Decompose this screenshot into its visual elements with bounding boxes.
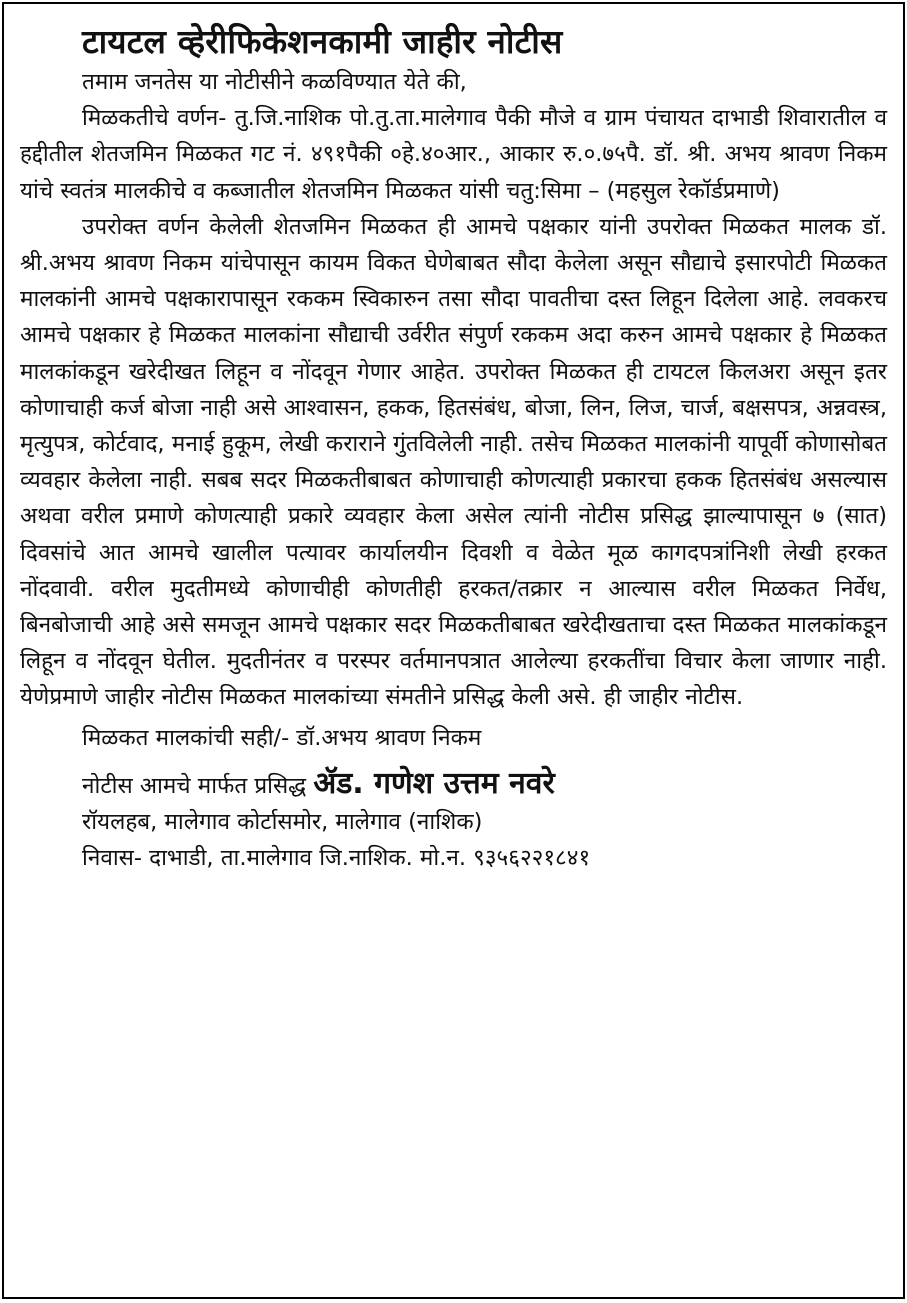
owner-signature: मिळकत मालकांची सही/- डॉ.अभय श्रावण निकम (82, 724, 482, 751)
public-notice (2, 2, 905, 1299)
residence-contact: निवास- दाभाडी, ता.मालेगाव जि.नाशिक. मो.न. ९३५६२२१८४१ (82, 845, 591, 872)
advocate-name: ॲड. गणेश उत्तम नवरे (313, 765, 555, 801)
notice-body: उपरोक्त वर्णन केलेली शेतजमिन मिळकत ही आमचे पक्षकार यांनी उपरोक्त मिळकत मालक डॉ. श्री.अभय श्रावण निकम यांचेपासून कायम विकत घेणेबाबत सौदा केलेला असून सौद्याचे इसारपोटी मिळकत मालकांनी आमचे पक्षकारापासून रककम स्विकारुन तसा सौदा पावतीचा दस्त लिहून दिलेला आहे. लवकरच आमचे पक्षकार हे मिळकत मालकांना सौद्याची उर्वरीत संपुर्ण रककम अदा करुन आमचे पक्षकार हे मिळकत मालकांकडून खरेदीखत लिहून व नोंदवून गेणार आहेत. उपरोक्त मिळकत ही टायटल किलअरा असून इतर कोणाचाही कर्ज बोजा नाही असे आश्वासन, हकक, हितसंबंध, बोजा, लिन, लिज, चार्ज, बक्षसपत्र, अन्नवस्त्र, मृत्युपत्र, कोर्टवाद, मनाई हुकूम, लेखी कराराने गुंतविलेली नाही. तसेच मिळकत मालकांनी यापूर्वी कोणासोबत व्यवहार केलेला नाही. सबब सदर मिळकतीबाबत कोणाचाही कोणत्याही प्रकारचा हकक हितसंबंध असल्यास अथवा वरील प्रमाणे कोणत्याही प्रकारे व्यवहार केला असेल त्यांनी नोटीस प्रसिद्ध झाल्यापासून ७ (सात) दिवसांचे आत आमचे खालील पत्यावर कार्यालयीन दिवशी व वेळेत मूळ कागदपत्रांनिशी लेखी हरकत नोंदवावी. वरील मुदतीमध्ये कोणाचीही कोणतीही हरकत/तक्रार न आल्यास वरील मिळकत निर्वेध, बिनबोजाची आहे असे समजून आमचे पक्षकार सदर मिळकतीबाबत खरेदीखताचा दस्त मिळकत मालकांकडून लिहून व नोंदवून घेतील. मुदतीनंतर व परस्पर वर्तमानपत्रात आलेल्या हरकतींचा विचार केला जाणार नाही. येणेप्रमाणे जाहीर नोटीस मिळकत मालकांच्या संमतीने प्रसिद्ध केली असे. ही जाहीर नोटीस. (20, 213, 887, 711)
property-description: मिळकतीचे वर्णन- तु.जि.नाशिक पो.तु.ता.मालेगाव पैकी मौजे व ग्राम पंचायत दाभाडी शिवारातील व हद्दीतील शेतजमिन मिळकत गट नं. ४९१पैकी ०हे.४०आर., आकार रु.०.७५पै. डॉ. श्री. अभय श्रावण निकम यांचे स्वतंत्र मालकीचे व कब्जातील शेतजमिन मिळकत यांसी चतु:सिमा – (महसुल रेकॉर्डप्रमाणे) (20, 105, 887, 204)
notice-intro: तमाम जनतेस या नोटीसीने कळविण्यात येते की, (82, 69, 467, 95)
office-address: रॉयलहब, मालेगाव कोर्टासमोर, मालेगाव (नाशिक) (82, 809, 483, 836)
publisher-line (20, 766, 887, 804)
published-by-label: नोटीस आमचे मार्फत प्रसिद्ध (82, 772, 307, 799)
notice-title: टायटल व्हेरीफिकेशनकामी जाहीर नोटीस (82, 22, 563, 61)
